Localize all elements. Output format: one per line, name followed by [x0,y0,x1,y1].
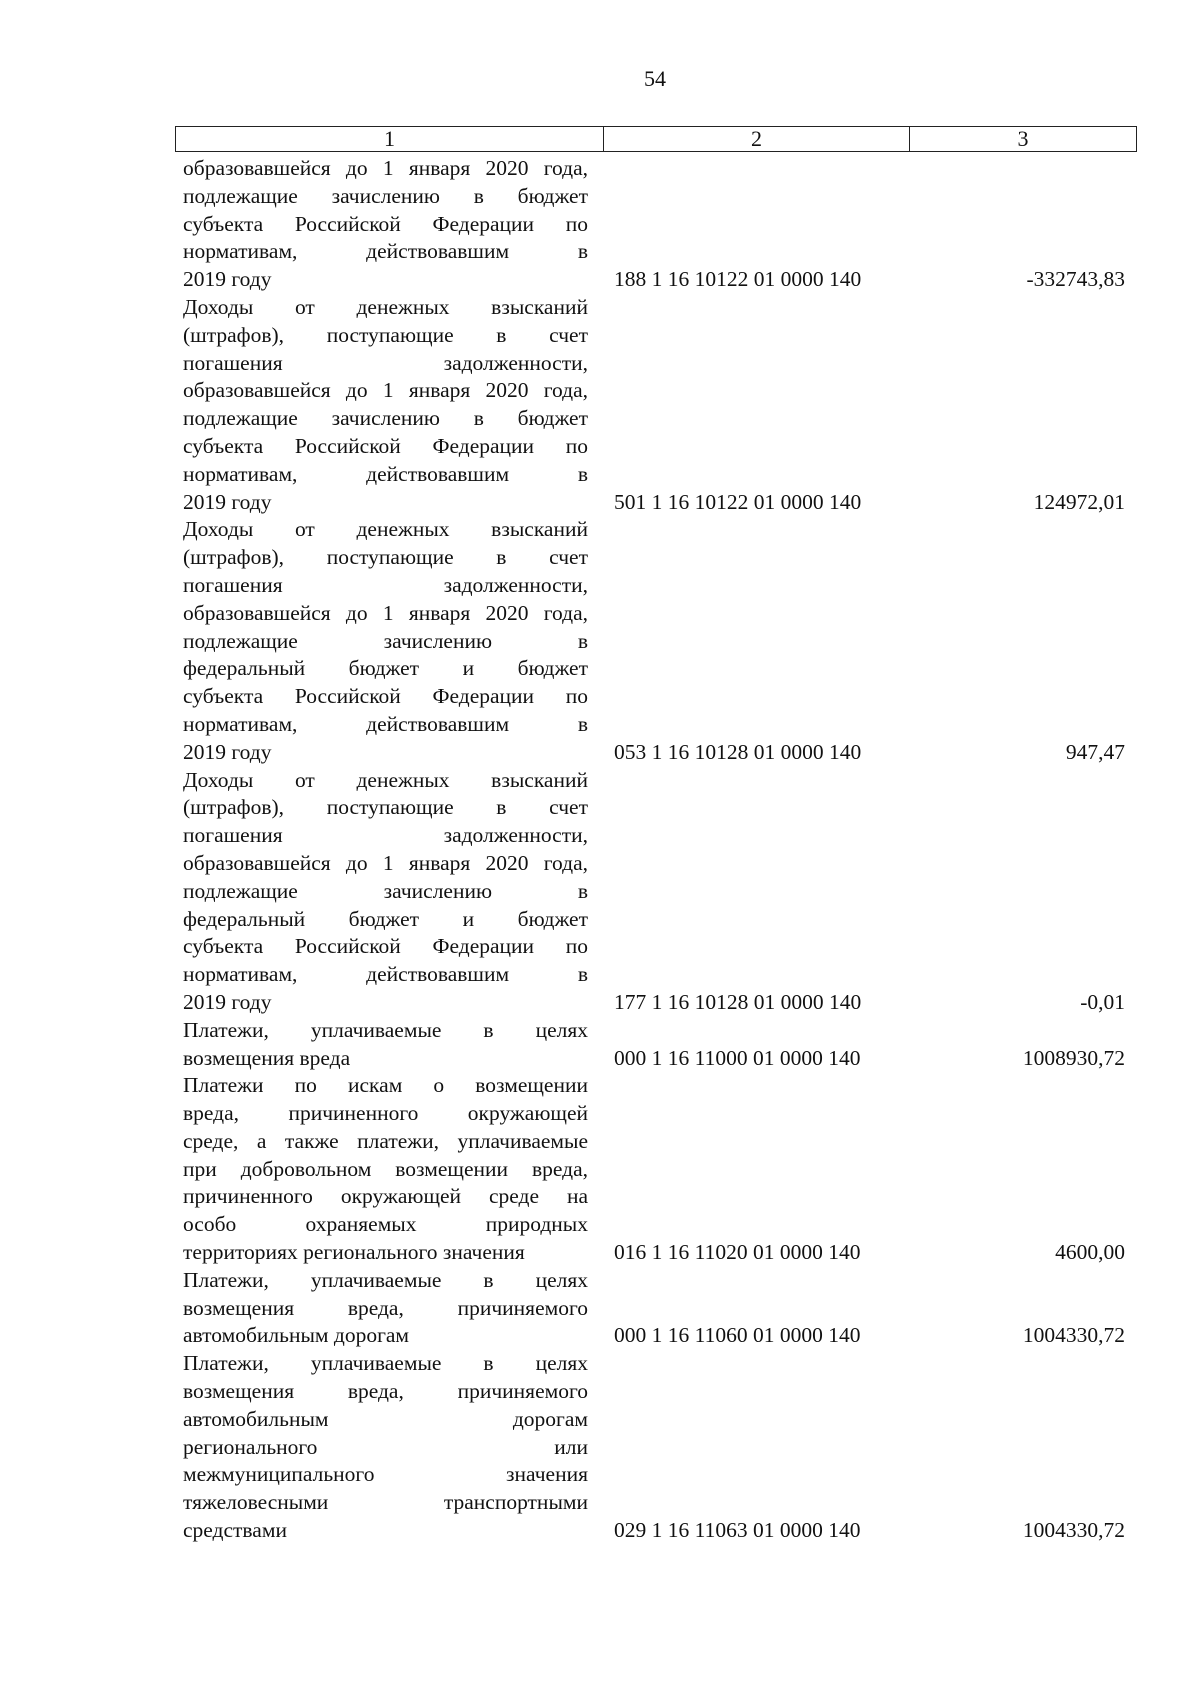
row-code: 029 1 16 11063 01 0000 140 [614,1518,861,1543]
row-code: 177 1 16 10128 01 0000 140 [614,989,862,1014]
description-line: возмещения вреда [183,1045,351,1070]
description-line: среде, а также платежи, уплачиваемые [183,1128,588,1153]
row-description [183,155,588,294]
column-header-2: 2 [604,127,910,151]
description-line: субъекта Российской Федерации по [183,433,588,458]
row-amount: 947,47 [1065,739,1125,764]
row-description [183,1267,588,1350]
row-amount: 124972,01 [1033,489,1125,514]
row-code: 501 1 16 10122 01 0000 140 [614,489,862,514]
table-row [183,1267,1133,1350]
description-line: Платежи по искам о возмещении [183,1073,588,1098]
table-row [183,767,1133,1017]
description-line: Платежи, уплачиваемые в целях [183,1267,588,1292]
row-code: 000 1 16 11060 01 0000 140 [614,1323,861,1348]
description-line: Платежи, уплачиваемые в целях [183,1351,588,1376]
row-amount: -0,01 [1080,989,1125,1014]
table-row [183,516,1133,766]
description-line: федеральный бюджет и бюджет [183,906,588,931]
description-line: нормативам, действовавшим в [183,962,588,987]
description-line: погашения задолженности, [183,572,588,597]
row-amount: 4600,00 [1055,1240,1125,1265]
description-line: подлежащие зачислению в бюджет [183,183,588,208]
description-line: тяжеловесными транспортными [183,1490,588,1515]
row-amount: 1004330,72 [1022,1518,1125,1543]
row-code: 000 1 16 11000 01 0000 140 [614,1045,861,1070]
description-line: субъекта Российской Федерации по [183,211,588,236]
description-line: образовавшейся до 1 января 2020 года, [183,600,588,625]
description-line: при добровольном возмещении вреда, [183,1156,588,1181]
description-line: автомобильным дорогам [183,1406,588,1431]
row-code: 188 1 16 10122 01 0000 140 [614,267,862,292]
description-line: регионального или [183,1434,588,1459]
description-line: (штрафов), поступающие в счет [183,795,588,820]
description-line: погашения задолженности, [183,350,588,375]
row-amount: 1008930,72 [1022,1045,1125,1070]
table-header [175,126,1137,152]
description-line: погашения задолженности, [183,823,588,848]
page-number: 54 [644,66,666,91]
description-line: образовавшейся до 1 января 2020 года, [183,850,588,875]
description-line: межмуниципального значения [183,1462,588,1487]
description-line: Доходы от денежных взысканий [183,517,588,542]
description-line: подлежащие зачислению в бюджет [183,406,588,431]
table-row [183,1350,1133,1545]
table-row [183,1017,1133,1073]
description-line: 2019 году [183,989,272,1014]
table-row [183,294,1133,516]
description-line: подлежащие зачислению в [183,628,588,653]
row-description [183,767,588,1017]
description-line: 2019 году [183,267,272,292]
row-amount: 1004330,72 [1022,1323,1125,1348]
description-line: субъекта Российской Федерации по [183,684,588,709]
description-line: федеральный бюджет и бюджет [183,656,588,681]
description-line: возмещения вреда, причиняемого [183,1295,588,1320]
description-line: Доходы от денежных взысканий [183,767,588,792]
description-line: (штрафов), поступающие в счет [183,322,588,347]
row-description [183,1072,588,1267]
description-line: возмещения вреда, причиняемого [183,1379,588,1404]
description-line: субъекта Российской Федерации по [183,934,588,959]
description-line: (штрафов), поступающие в счет [183,545,588,570]
row-description [183,1017,588,1073]
description-line: автомобильным дорогам [183,1323,410,1348]
description-line: образовавшейся до 1 января 2020 года, [183,156,588,180]
column-header-3: 3 [1017,126,1029,151]
description-line: Доходы от денежных взысканий [183,294,588,319]
description-line: образовавшейся до 1 января 2020 года, [183,378,588,403]
row-description [183,516,588,766]
row-code: 053 1 16 10128 01 0000 140 [614,739,862,764]
description-line: вреда, причиненного окружающей [183,1101,588,1126]
description-line: 2019 году [183,489,272,514]
row-description [183,294,588,516]
description-line: нормативам, действовавшим в [183,711,588,736]
description-line: средствами [183,1518,287,1543]
description-line: причиненного окружающей среде на [183,1184,588,1209]
column-header-1: 1 [176,127,604,151]
row-code: 016 1 16 11020 01 0000 140 [614,1240,861,1265]
table-body [183,155,1133,1545]
description-line: территориях регионального значения [183,1240,525,1265]
description-line: нормативам, действовавшим в [183,239,588,264]
description-line: нормативам, действовавшим в [183,461,588,486]
description-line: особо охраняемых природных [183,1212,588,1237]
description-line: подлежащие зачислению в [183,878,588,903]
table-row [183,155,1133,294]
row-amount: -332743,83 [1026,267,1125,292]
table-row [183,1072,1133,1267]
description-line: 2019 году [183,739,272,764]
description-line: Платежи, уплачиваемые в целях [183,1017,588,1042]
row-description [183,1350,588,1545]
